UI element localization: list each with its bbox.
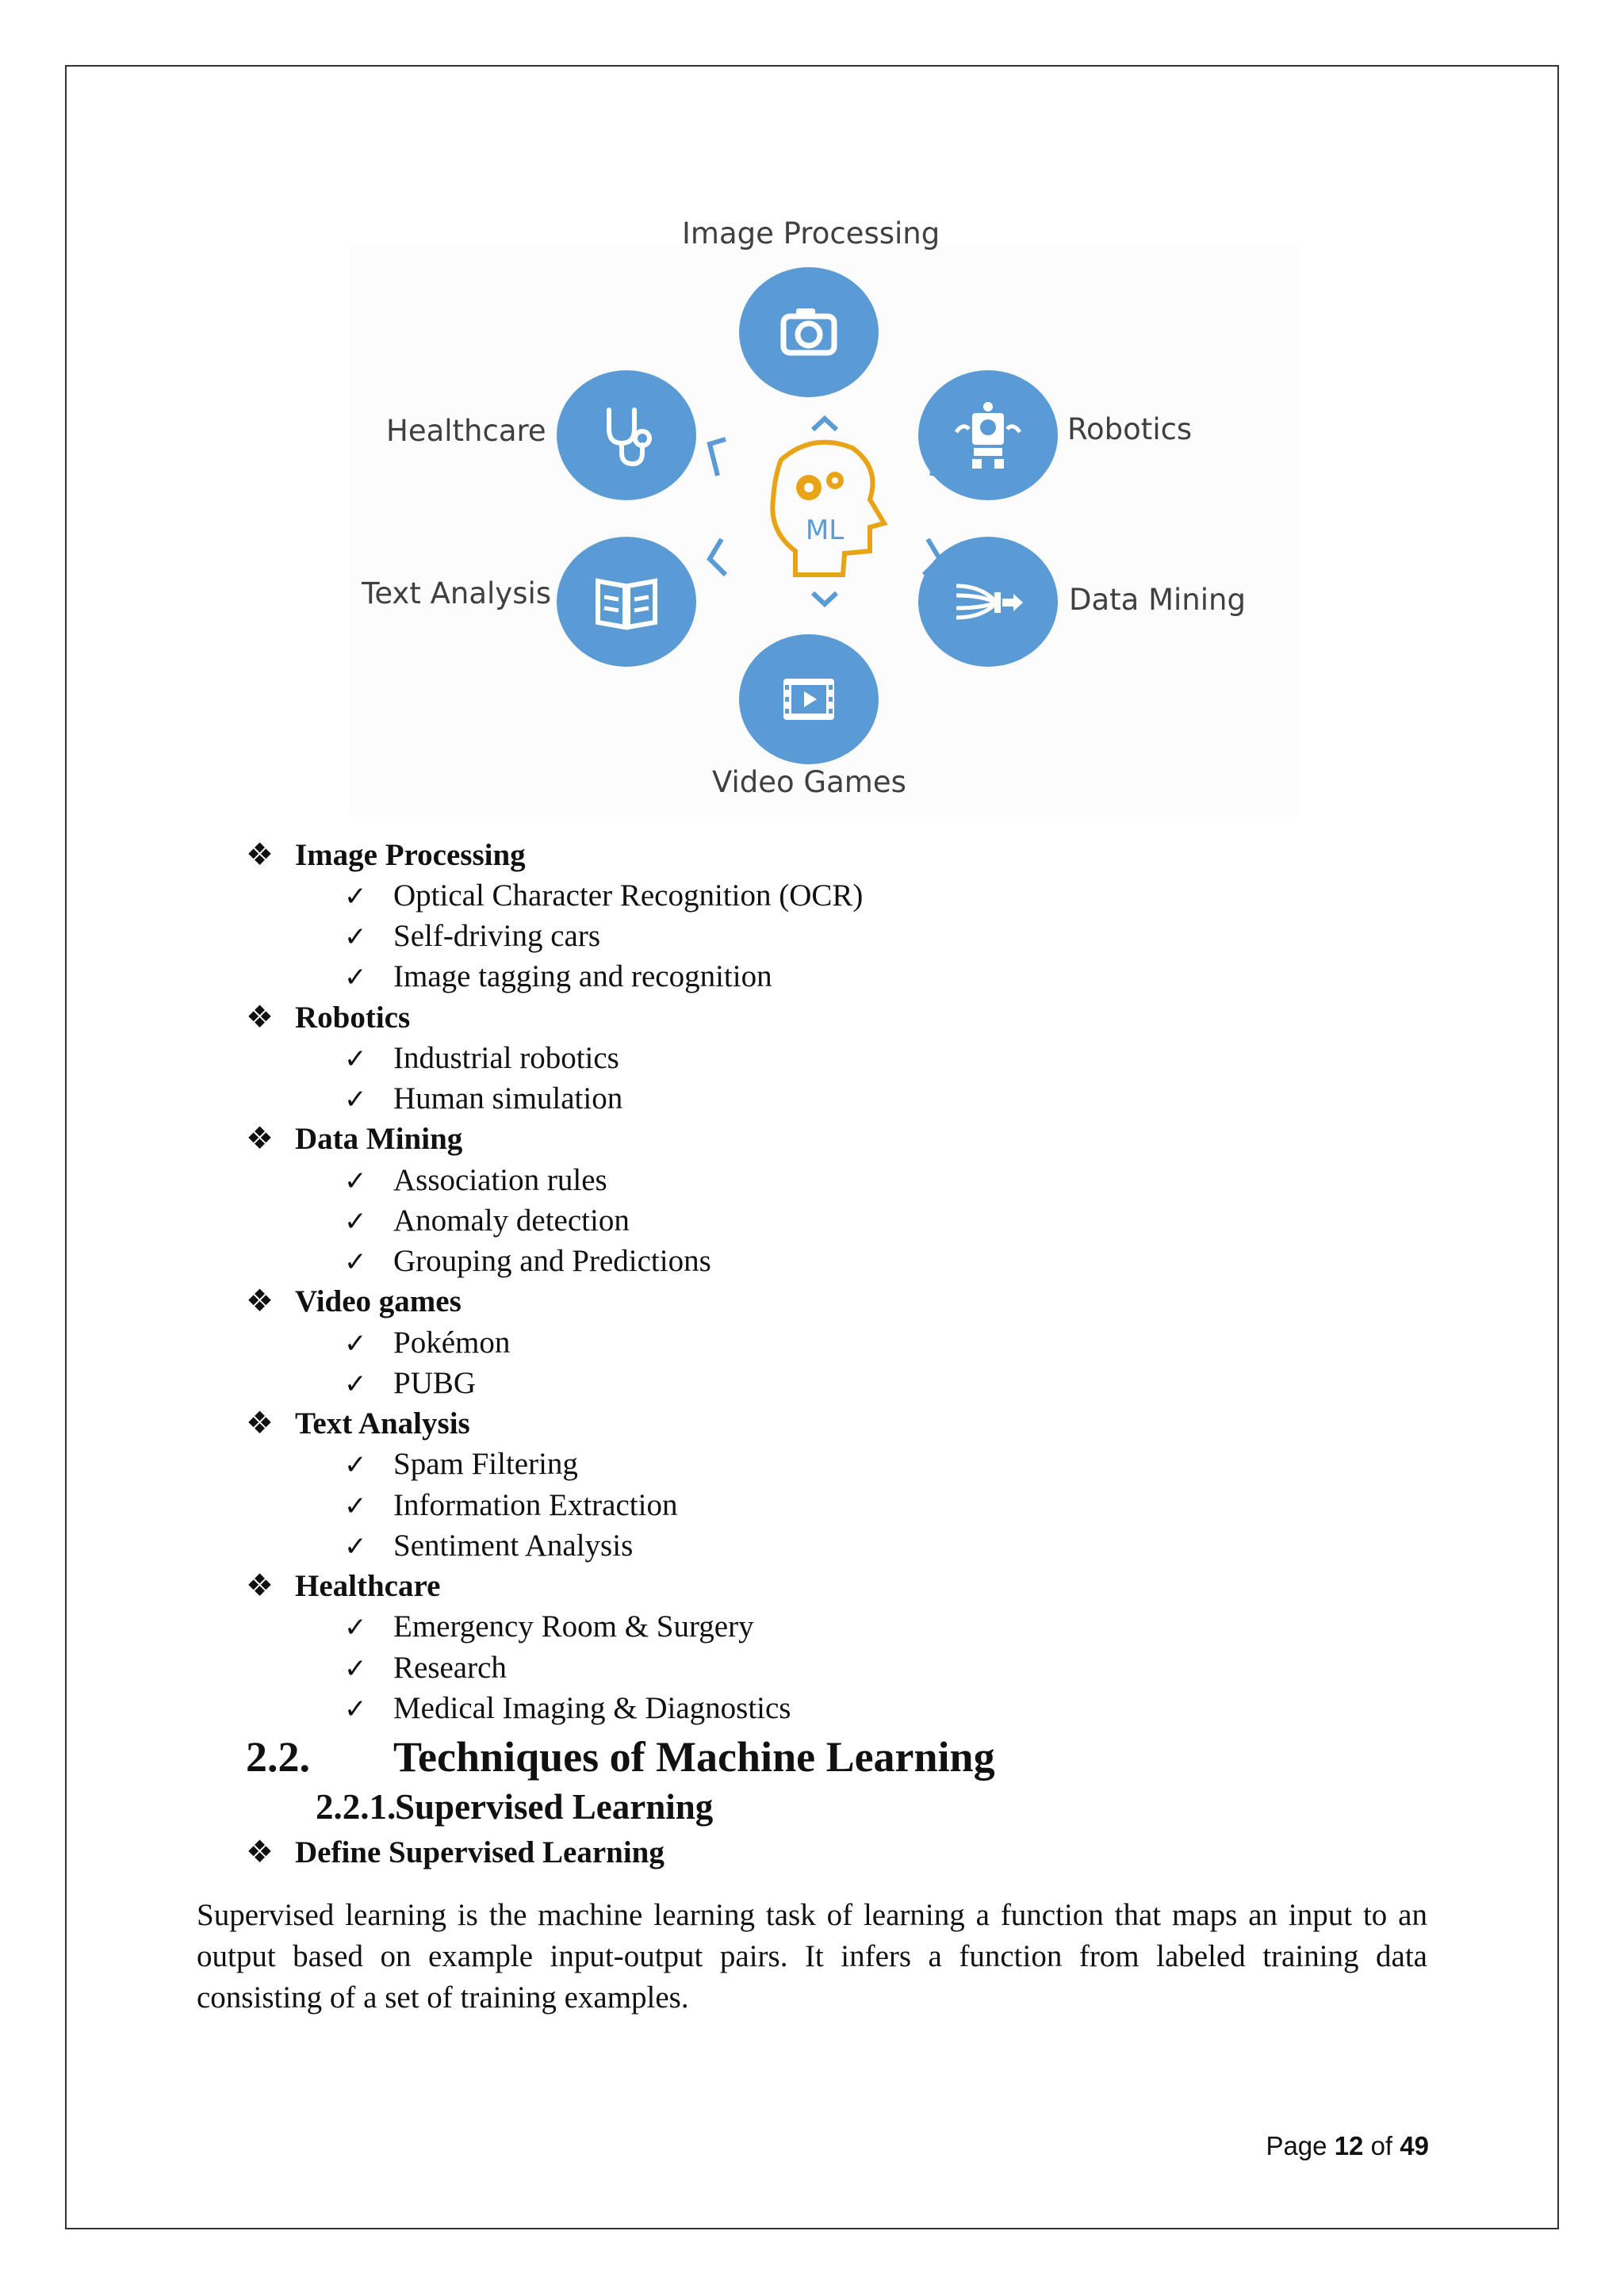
list-item: ✓ Pokémon bbox=[344, 1326, 511, 1360]
checkmark-icon: ✓ bbox=[344, 1531, 367, 1563]
list-item: ✓ Sentiment Analysis bbox=[344, 1529, 634, 1563]
list-item: ✓ Spam Filtering bbox=[344, 1447, 578, 1481]
list-item: ✓ Emergency Room & Surgery bbox=[344, 1609, 754, 1644]
category-title: Text Analysis bbox=[295, 1406, 470, 1441]
diamond-bullet-icon: ❖ bbox=[246, 1001, 274, 1035]
diamond-bullet-icon: ❖ bbox=[246, 838, 274, 872]
healthcare-node bbox=[557, 370, 696, 500]
checkmark-icon: ✓ bbox=[344, 1043, 367, 1075]
category-heading bbox=[246, 1284, 462, 1319]
list-item: ✓ Image tagging and recognition bbox=[344, 959, 772, 993]
list-item: ✓ Grouping and Predictions bbox=[344, 1244, 711, 1278]
checkmark-icon: ✓ bbox=[344, 1612, 367, 1644]
list-item: ✓ Human simulation bbox=[344, 1081, 623, 1115]
ml-text: ML bbox=[805, 515, 845, 546]
category-title: Video games bbox=[295, 1284, 462, 1318]
checkmark-icon: ✓ bbox=[344, 921, 367, 953]
label-data-mining: Data Mining bbox=[1069, 583, 1246, 617]
category-heading bbox=[246, 1569, 440, 1604]
category-heading bbox=[246, 1122, 462, 1157]
checkmark-icon: ✓ bbox=[344, 1693, 367, 1725]
book-icon bbox=[587, 562, 666, 641]
list-item: ✓ Association rules bbox=[344, 1163, 607, 1197]
data-mining-node bbox=[918, 537, 1058, 667]
page-footer: Page 12 of 49 bbox=[1266, 2131, 1429, 2160]
checkmark-icon: ✓ bbox=[344, 1653, 367, 1685]
category-heading bbox=[246, 1001, 410, 1035]
list-item: ✓ Optical Character Recognition (OCR) bbox=[344, 878, 864, 913]
checkmark-icon: ✓ bbox=[344, 962, 367, 993]
total-pages-number: 49 bbox=[1400, 2131, 1429, 2160]
diamond-bullet-icon: ❖ bbox=[246, 1122, 274, 1156]
diamond-bullet-icon: ❖ bbox=[246, 1406, 274, 1441]
category-title: Healthcare bbox=[295, 1569, 441, 1603]
label-video-games: Video Games bbox=[712, 765, 906, 799]
image-processing-node bbox=[739, 267, 879, 397]
diamond-bullet-icon: ❖ bbox=[246, 1569, 274, 1603]
checkmark-icon: ✓ bbox=[344, 1449, 367, 1481]
diamond-bullet-icon: ❖ bbox=[246, 1284, 274, 1318]
list-item: ✓ Research bbox=[344, 1651, 507, 1685]
list-item: ✓ Self-driving cars bbox=[344, 919, 601, 953]
checkmark-icon: ✓ bbox=[344, 881, 367, 913]
category-title: Image Processing bbox=[295, 838, 526, 872]
category-title: Data Mining bbox=[295, 1122, 463, 1156]
current-page-number: 12 bbox=[1334, 2131, 1364, 2160]
data-funnel-icon bbox=[948, 562, 1028, 641]
label-image-processing: Image Processing bbox=[682, 216, 940, 251]
subsection-heading: 2.2.1.Supervised Learning bbox=[316, 1787, 714, 1827]
checkmark-icon: ✓ bbox=[344, 1165, 367, 1197]
text-analysis-node bbox=[557, 537, 696, 667]
ml-applications-figure bbox=[349, 202, 1300, 836]
define-heading: ❖ Define Supervised Learning bbox=[246, 1835, 665, 1869]
list-item: ✓ Anomaly detection bbox=[344, 1203, 630, 1238]
checkmark-icon: ✓ bbox=[344, 1246, 367, 1278]
video-games-node bbox=[739, 634, 879, 764]
checkmark-icon: ✓ bbox=[344, 1490, 367, 1522]
camera-icon bbox=[769, 293, 848, 372]
robot-icon bbox=[948, 396, 1028, 475]
label-text-analysis: Text Analysis bbox=[362, 576, 552, 610]
list-item: ✓ PUBG bbox=[344, 1366, 477, 1400]
category-heading bbox=[246, 838, 526, 873]
checkmark-icon: ✓ bbox=[344, 1084, 367, 1115]
list-item: ✓ Industrial robotics bbox=[344, 1041, 619, 1075]
stethoscope-icon bbox=[587, 396, 666, 475]
ml-center bbox=[694, 412, 956, 610]
list-item: ✓ Medical Imaging & Diagnostics bbox=[344, 1691, 791, 1725]
label-robotics: Robotics bbox=[1067, 412, 1193, 446]
category-title: Robotics bbox=[295, 1001, 411, 1035]
video-frame-icon bbox=[769, 660, 848, 739]
checkmark-icon: ✓ bbox=[344, 1328, 367, 1360]
label-healthcare: Healthcare bbox=[386, 414, 546, 448]
checkmark-icon: ✓ bbox=[344, 1206, 367, 1238]
diamond-bullet-icon: ❖ bbox=[246, 1835, 274, 1869]
body-paragraph: Supervised learning is the machine learning task of learning a function that maps an input to an output based on example input-output pairs. It infers a function from labeled training data consisting of a set of training examples. bbox=[197, 1898, 1427, 2015]
section-heading: 2.2. Techniques of Machine Learning bbox=[246, 1733, 995, 1781]
category-heading bbox=[246, 1406, 470, 1441]
list-item: ✓ Information Extraction bbox=[344, 1488, 678, 1522]
checkmark-icon: ✓ bbox=[344, 1368, 367, 1400]
